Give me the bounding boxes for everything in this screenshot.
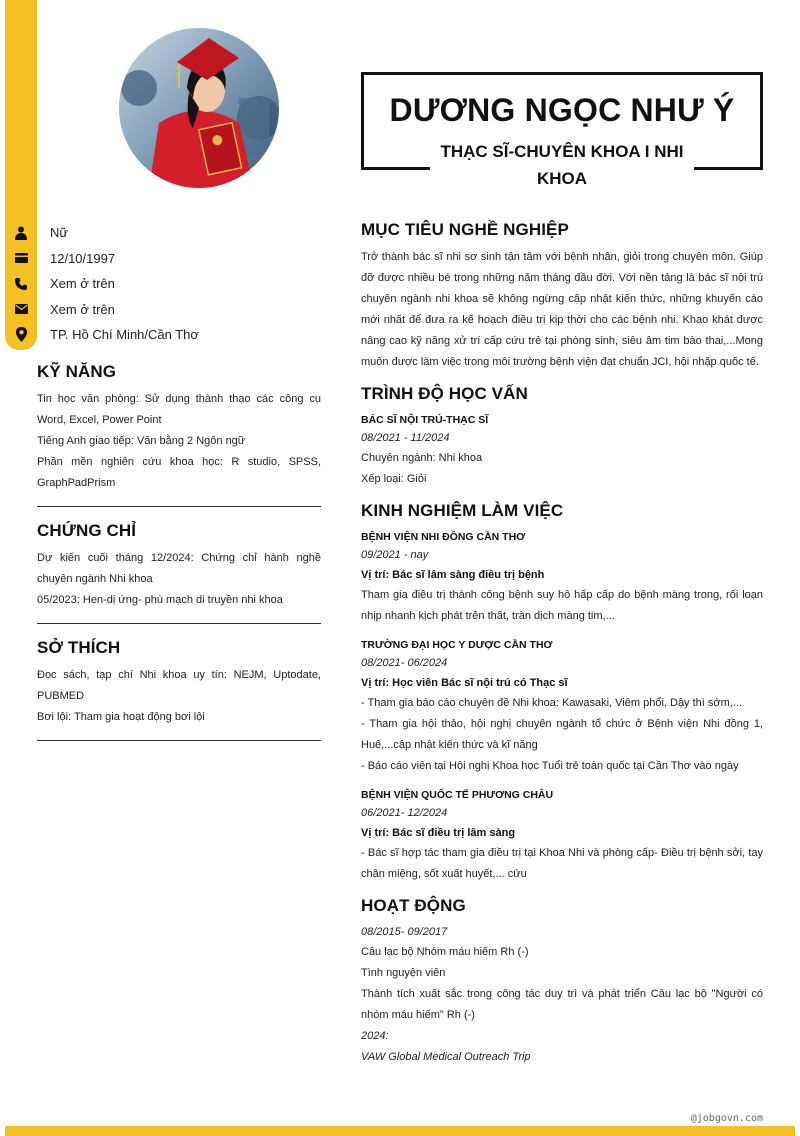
personal-info <box>5 220 325 348</box>
job-org: BỆNH VIỆN NHI ĐỒNG CẦN THƠ <box>361 531 526 543</box>
certificate-item: 05/2023: Hen-dị ứng- phù mạch di truyền nhi khoa <box>37 594 283 606</box>
person-icon <box>5 226 37 240</box>
hobbies-heading: SỞ THÍCH <box>37 638 121 657</box>
profile-photo <box>119 28 279 188</box>
objective-text: Trở thành bác sĩ nhi sơ sinh tận tâm với bệnh nhân, giỏi trong chuyên môn. Giúp đỡ được nhiều bé trong những năm tháng đầu đời. Với nền tảng là bác sĩ nội trú chuyên ngành nhi khoa sẽ không ngừng cập nhật kiến thức, những khuyến cáo mới nhất để đưa ra kế hoạch điều trị kịp thời cho các bệnh nhi. Khao khát được nâng cao kỹ năng xử trí cấp cứu trẻ tại phòng sinh, siêu âm tim bào thai,...Mong muốn được làm việc trong môi trường bệnh viện đạt chuẩn JCI, hội nhập quốc tế. <box>361 251 763 368</box>
info-phone: Xem ở trên <box>5 271 325 297</box>
education-major: Chuyên ngành: Nhi khoa <box>361 452 483 464</box>
education-grade: Xếp loại: Giỏi <box>361 473 427 485</box>
education-date: 08/2021 - 11/2024 <box>361 432 450 444</box>
hobby-item: Bơi lội: Tham gia hoạt động bơi lội <box>37 711 205 723</box>
activity-date: 2024: <box>361 1030 389 1042</box>
card-icon <box>5 253 37 263</box>
job-detail: - Bác sĩ hợp tác tham gia điều trị tại Khoa Nhi và phòng cấp- Điều trị bệnh sởi, tay chân miệng, sốt xuất huyết,... cứu <box>361 847 763 880</box>
hobby-item: Đọc sách, tạp chí Nhi khoa uy tín: NEJM, Uptodate, PUBMED <box>37 669 321 702</box>
info-gender: Nữ <box>5 220 325 246</box>
divider <box>37 740 321 741</box>
job-detail: - Tham gia hội thảo, hội nghị chuyên ngành tổ chức ở Bệnh viện Nhi đồng 1, Huế,...cập nhật kiến thức và kĩ năng <box>361 718 763 751</box>
candidate-title: THẠC SĨ-CHUYÊN KHOA I NHI KHOA <box>440 142 684 188</box>
activity-club: Câu lạc bộ Nhóm máu hiếm Rh (-) <box>361 946 529 958</box>
experience-heading: KINH NGHIỆM LÀM VIỆC <box>361 501 564 520</box>
job-entry <box>361 528 763 627</box>
job-detail: - Báo cáo viên tại Hội nghị Khoa học Tuổi trẻ toàn quốc tại Cần Thơ vào ngày <box>361 760 739 772</box>
skill-item: Tiếng Anh giao tiếp: Văn bằng 2 Ngôn ngữ <box>37 435 246 447</box>
job-entry <box>361 786 763 885</box>
job-position: Vị trí: Bác sĩ điều trị lâm sàng <box>361 827 516 839</box>
activities-heading: HOẠT ĐỘNG <box>361 896 466 915</box>
right-column <box>361 220 763 1068</box>
info-location: TP. Hồ Chí Minh/Cần Thơ <box>5 322 325 348</box>
mail-icon <box>5 304 37 314</box>
activity-date: 08/2015- 09/2017 <box>361 926 448 938</box>
education-heading: TRÌNH ĐỘ HỌC VẤN <box>361 384 528 403</box>
watermark: @jobgovn.com <box>690 1113 763 1124</box>
job-position: Vị trí: Bác sĩ lâm sàng điều trị bệnh <box>361 569 545 581</box>
footer-accent-bar <box>5 1126 795 1136</box>
job-position: Vị trí: Học viên Bác sĩ nội trú có Thạc sĩ <box>361 677 568 689</box>
job-org: TRƯỜNG ĐẠI HỌC Y DƯỢC CẦN THƠ <box>361 639 553 651</box>
skills-heading: KỸ NĂNG <box>37 362 117 381</box>
job-detail: - Tham gia báo cáo chuyên đề Nhi khoa: Kawasaki, Viêm phổi, Dậy thì sớm,... <box>361 697 742 709</box>
phone-icon <box>5 278 37 290</box>
left-column <box>37 362 321 755</box>
divider <box>37 623 321 624</box>
skill-item: Tin học văn phòng: Sử dụng thành thạo các công cụ Word, Excel, Power Point <box>37 393 321 426</box>
skill-item: Phần mền nghiên cứu khoa học: R studio, SPSS, GraphPadPrism <box>37 456 321 489</box>
job-date: 09/2021 - nay <box>361 549 429 561</box>
certificate-item: Dự kiến cuối tháng 12/2024: Chứng chỉ hành nghề chuyên ngành Nhi khoa <box>37 552 321 585</box>
activity-trip: VAW Global Medical Outreach Trip <box>361 1051 531 1063</box>
certificates-heading: CHỨNG CHỈ <box>37 521 137 540</box>
activity-achievement: Thành tích xuất sắc trong công tác duy trì và phát triển Câu lạc bộ "Người có nhóm máu hiếm" Rh (-) <box>361 988 763 1021</box>
candidate-name: DƯƠNG NGỌC NHƯ Ý <box>389 92 735 128</box>
divider <box>37 506 321 507</box>
activity-role: Tình nguyện viên <box>361 967 446 979</box>
job-detail: Tham gia điều trị thành công bệnh suy hô hấp cấp do bệnh màng trong, rối loạn nhịp nhanh kịch phát trên thất, tràn dịch màng tim,... <box>361 589 763 622</box>
job-entry <box>361 636 763 777</box>
objective-heading: MỤC TIÊU NGHỀ NGHIỆP <box>361 220 569 239</box>
location-icon <box>5 327 37 342</box>
info-email: Xem ở trên <box>5 297 325 323</box>
job-date: 08/2021- 06/2024 <box>361 657 448 669</box>
job-org: BỆNH VIỆN QUỐC TẾ PHƯƠNG CHÂU <box>361 789 554 801</box>
info-birthdate: 12/10/1997 <box>5 246 325 272</box>
job-date: 06/2021- 12/2024 <box>361 807 448 819</box>
education-school: BÁC SĨ NỘI TRÚ-THẠC SĨ <box>361 414 489 426</box>
